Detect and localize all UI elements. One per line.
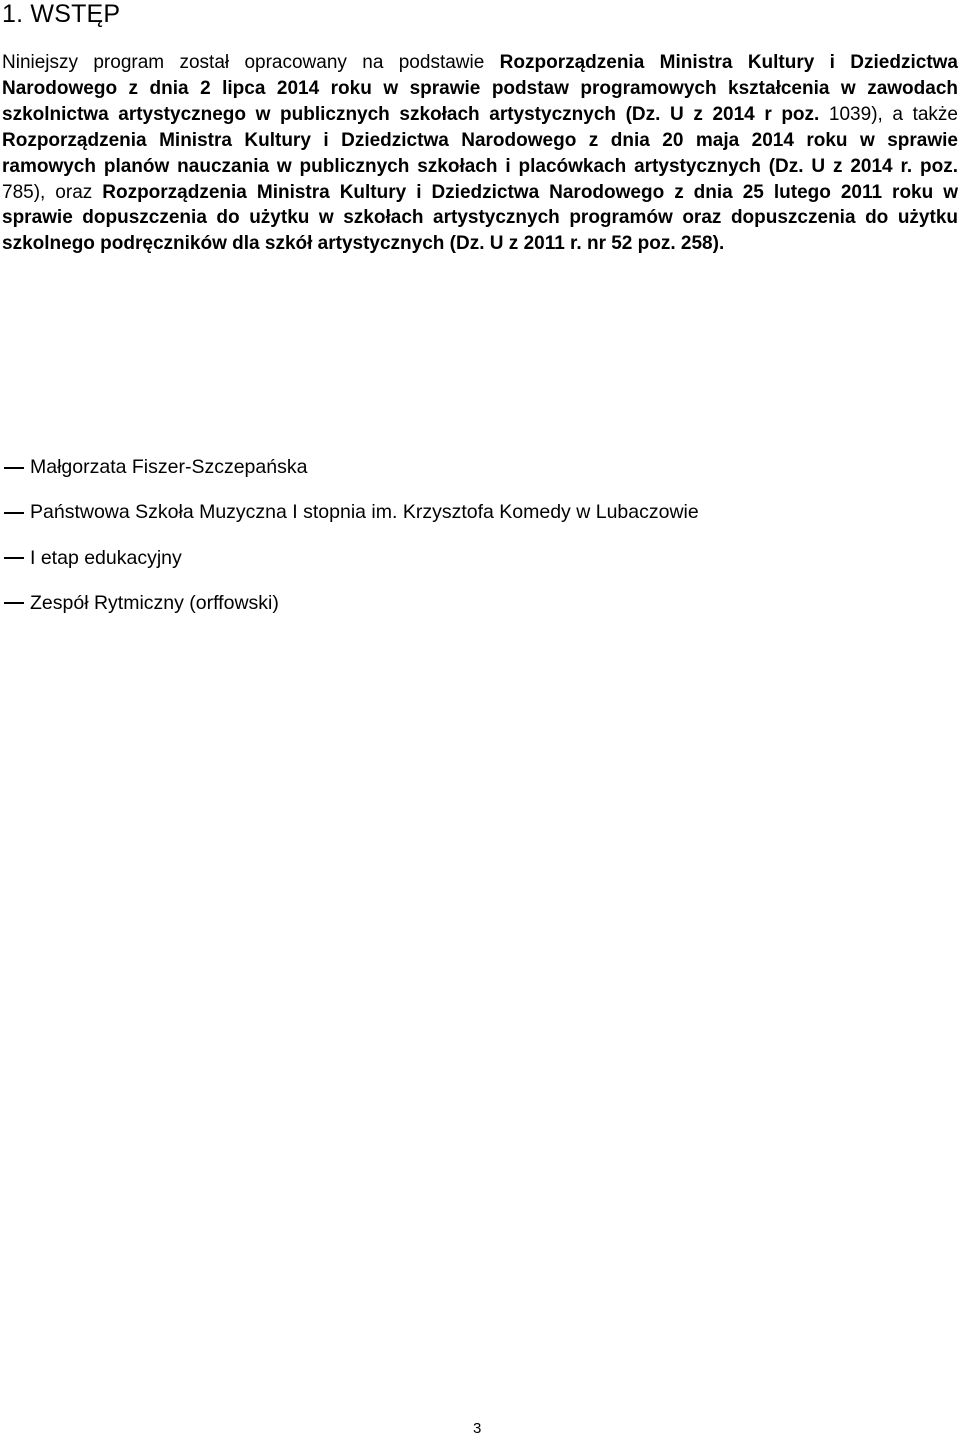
dash-bullet-icon <box>4 467 24 469</box>
regulation-1: Rozporządzenia Ministra Kultury i Dziedzictwa Narodowego z dnia 2 lipca 2014 roku w sprawie podstaw programowych kształcenia w zawodach szkolnictwa artystycznego w publicznych szkołach artystycznych (Dz. U z 2014 r poz. <box>2 52 958 125</box>
school-name: Państwowa Szkoła Muzyczna I stopnia im. Krzysztofa Komedy w Lubaczowie <box>30 501 699 524</box>
dash-bullet-icon <box>4 512 24 514</box>
author-item <box>0 456 699 479</box>
subject-name: Zespół Rytmiczny (orffowski) <box>30 591 279 614</box>
program-details-list <box>0 456 699 637</box>
author-name: Małgorzata Fiszer-Szczepańska <box>30 456 308 478</box>
intro-text-1: Niniejszy program został opracowany na podstawie <box>2 52 500 73</box>
intro-text-2: 1039), a także <box>828 103 958 125</box>
regulation-2: Rozporządzenia Ministra Kultury i Dziedzictwa Narodowego z dnia 20 maja 2014 roku w sprawie ramowych planów nauczania w publicznych szkołach i placówkach artystycznych (Dz. U z 2014 r. poz. <box>2 129 958 177</box>
school-item <box>0 501 699 524</box>
intro-paragraph <box>2 50 958 257</box>
dash-bullet-icon <box>4 557 24 559</box>
education-stage: I etap edukacyjny <box>30 546 182 569</box>
intro-text-3: 785), oraz <box>2 181 103 203</box>
stage-item <box>0 547 699 570</box>
subject-item <box>0 592 699 615</box>
page-number: 3 <box>473 1420 482 1437</box>
section-heading: 1. WSTĘP <box>2 0 121 28</box>
dash-bullet-icon <box>4 602 24 604</box>
regulation-3: Rozporządzenia Ministra Kultury i Dziedzictwa Narodowego z dnia 25 lutego 2011 roku w sprawie dopuszczenia do użytku w szkołach artystycznych programów oraz dopuszczenia do użytku szkolnego podręczników dla szkół artystycznych (Dz. U z 2011 r. nr 52 poz. 258). <box>2 181 958 255</box>
